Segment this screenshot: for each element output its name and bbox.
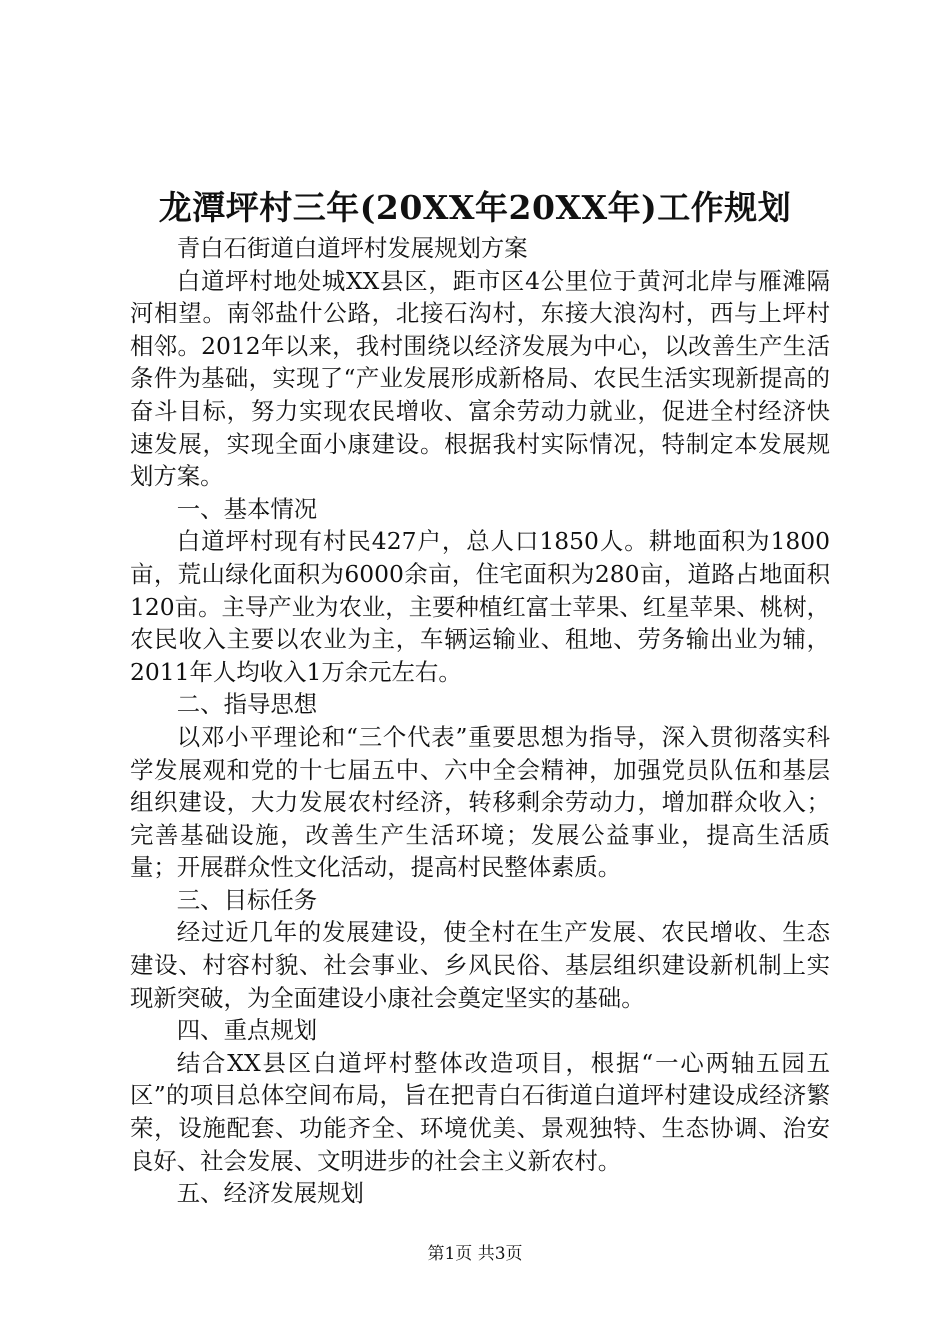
document-body [130,232,830,1210]
paragraph-key-plan: 结合XX县区白道坪村整体改造项目，根据“一心两轴五园五区”的项目总体空间布局，旨在把青白石街道白道坪村建设成经济繁荣，设施配套、功能齐全、环境优美、景观独特、生态协调、治安良好、社会发展、文明进步的社会主义新农村。 [130,1048,830,1175]
section-heading-guiding: 二、指导思想 [176,690,318,719]
section-heading-key-plan: 四、重点规划 [176,1016,318,1045]
paragraph-basic: 白道坪村现有村民427户，总人口1850人。耕地面积为1800亩，荒山绿化面积为6000余亩，住宅面积为280亩，道路占地面积120亩。主导产业为农业，主要种植红富士苹果、红星苹果、桃树，农民收入主要以农业为主，车辆运输业、租地、劳务输出业为辅，2011年人均收入1万余元左右。 [130,527,830,686]
section-heading-economy: 五、经济发展规划 [176,1179,364,1208]
document-subtitle: 青白石街道白道坪村发展规划方案 [176,234,528,262]
page-footer: 第1页 共3页 [427,1244,523,1264]
section-heading-basic: 一、基本情况 [176,494,318,523]
section-heading-goals: 三、目标任务 [176,885,318,914]
document-title: 龙潭坪村三年(20XX年20XX年)工作规划 [158,188,792,227]
paragraph-guiding: 以邓小平理论和“三个代表”重要思想为指导，深入贯彻落实科学发展观和党的十七届五中、六中全会精神，加强党员队伍和基层组织建设，大力发展农村经济，转移剩余劳动力，增加群众收入；完善基础设施，改善生产生活环境；发展公益事业，提高生活质量；开展群众性文化活动，提高村民整体素质。 [130,722,830,882]
paragraph-intro: 白道坪村地处城XX县区，距市区4公里位于黄河北岸与雁滩隔河相望。南邻盐什公路，北接石沟村，东接大浪沟村，西与上坪村相邻。2012年以来，我村围绕以经济发展为中心，以改善生产生活条件为基础，实现了“产业发展形成新格局、农民生活实现新提高的奋斗目标，努力实现农民增收、富余劳动力就业，促进全村经济快速发展，实现全面小康建设。根据我村实际情况，特制定本发展规划方案。 [130,266,830,491]
paragraph-goals: 经过近几年的发展建设，使全村在生产发展、农民增收、生态建设、村容村貌、社会事业、乡风民俗、基层组织建设新机制上实现新突破，为全面建设小康社会奠定坚实的基础。 [130,918,830,1012]
